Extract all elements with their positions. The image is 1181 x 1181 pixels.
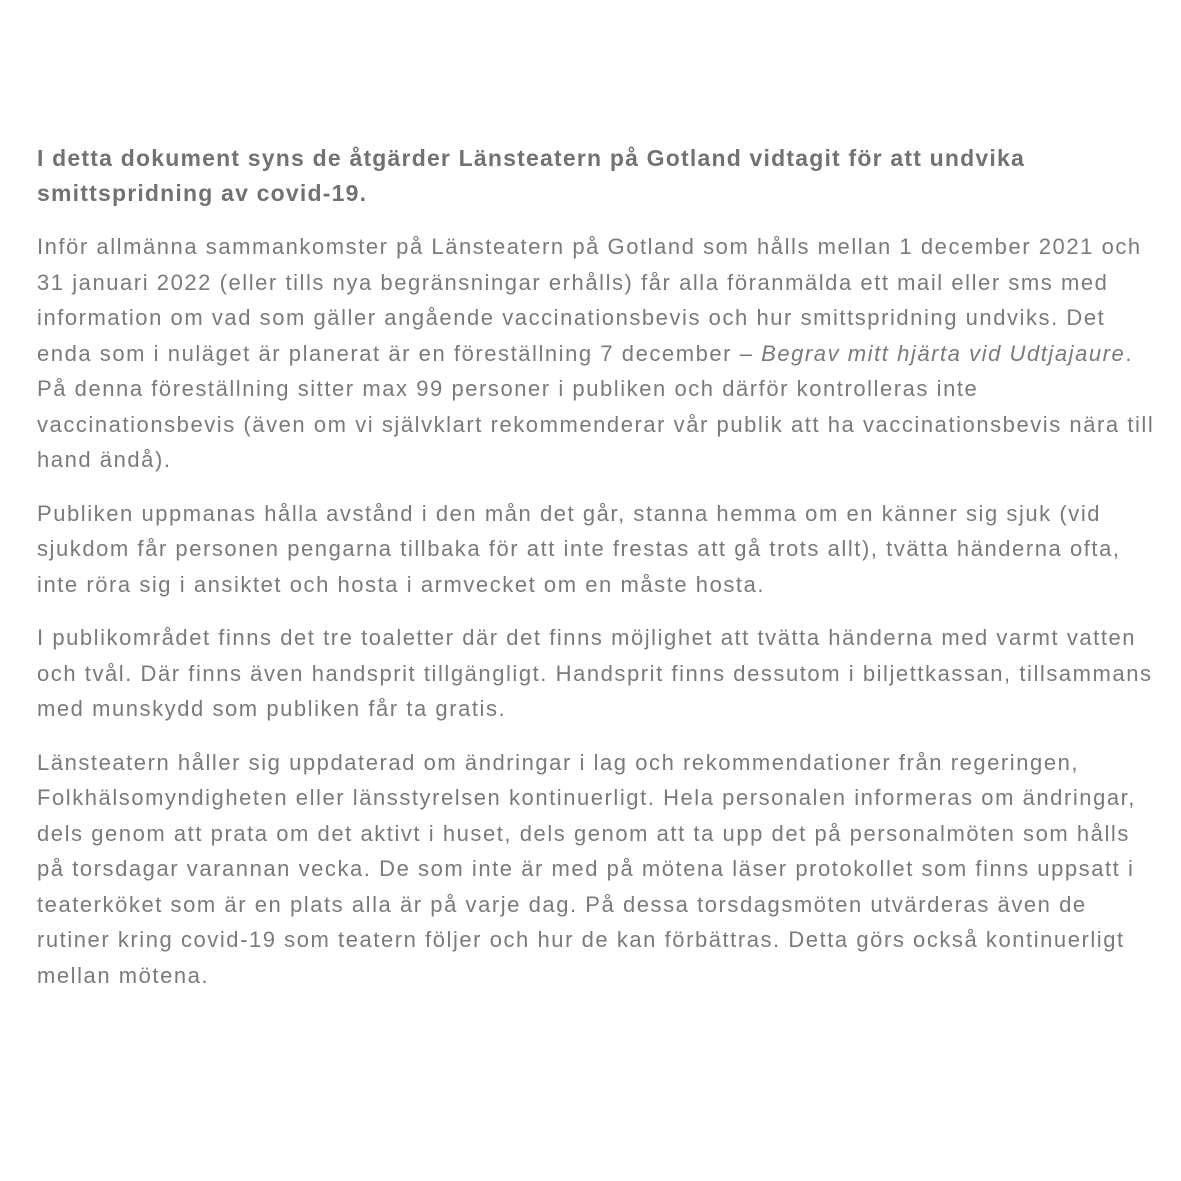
paragraph-audience-guidelines: Publiken uppmanas hålla avstånd i den mån det går, stanna hemma om en känner sig sjuk (vid sjukdom får personen pengarna tillbaka för att inte frestas att gå trots allt), tvätta händerna ofta, inte röra sig i ansiktet och hosta i armvecket om en måste hosta.	[37, 500, 1121, 597]
paragraph-gatherings	[37, 229, 1155, 478]
performance-title: Begrav mitt hjärta vid Udtjajaure	[761, 340, 1126, 366]
paragraph-gatherings-text: Inför allmänna sammankomster på Länsteatern på Gotland som hålls mellan 1 december 2021 och 31 januari 2022 (eller tills nya begränsningar erhålls) får alla föranmälda ett mail eller sms med information om vad som gäller angående vaccinationsbevis och hur smittspridning undviks. Det enda som i nuläget är planerat är en föreställning 7 december –	[37, 234, 1142, 366]
paragraph-staff-routines: Länsteatern håller sig uppdaterad om ändringar i lag och rekommendationer från regeringen, Folkhälsomyndigheten eller länsstyrelsen kontinuerligt. Hela personalen informeras om ändringar, dels genom att prata om det aktivt i huset, dels genom att ta upp det på personalmöten som hålls på torsdagar varannan vecka. De som inte är med på mötena läser protokollet som finns uppsatt i teaterköket som är en plats alla är på varje dag. På dessa torsdagsmöten utvärderas även de rutiner kring covid-19 som teatern följer och hur de kan förbättras. Detta görs också kontinuerligt mellan mötena.	[37, 749, 1136, 988]
paragraph-facilities: I publikområdet finns det tre toaletter där det finns möjlighet att tvätta händerna med varmt vatten och tvål. Där finns även handsprit tillgängligt. Handsprit finns dessutom i biljettkassan, tillsammans med munskydd som publiken får ta gratis.	[37, 625, 1153, 721]
document-body	[37, 141, 1155, 1011]
document-heading: I detta dokument syns de åtgärder Länsteatern på Gotland vidtagit för att undvika smittspridning av covid-19.	[37, 145, 1025, 206]
paragraph-gatherings-text-end: . På denna föreställning sitter max 99 personer i publiken och därför kontrolleras inte vaccinationsbevis (även om vi självklart rekommenderar vår publik att ha vaccinationsbevis nära till hand ändå).	[37, 340, 1155, 472]
